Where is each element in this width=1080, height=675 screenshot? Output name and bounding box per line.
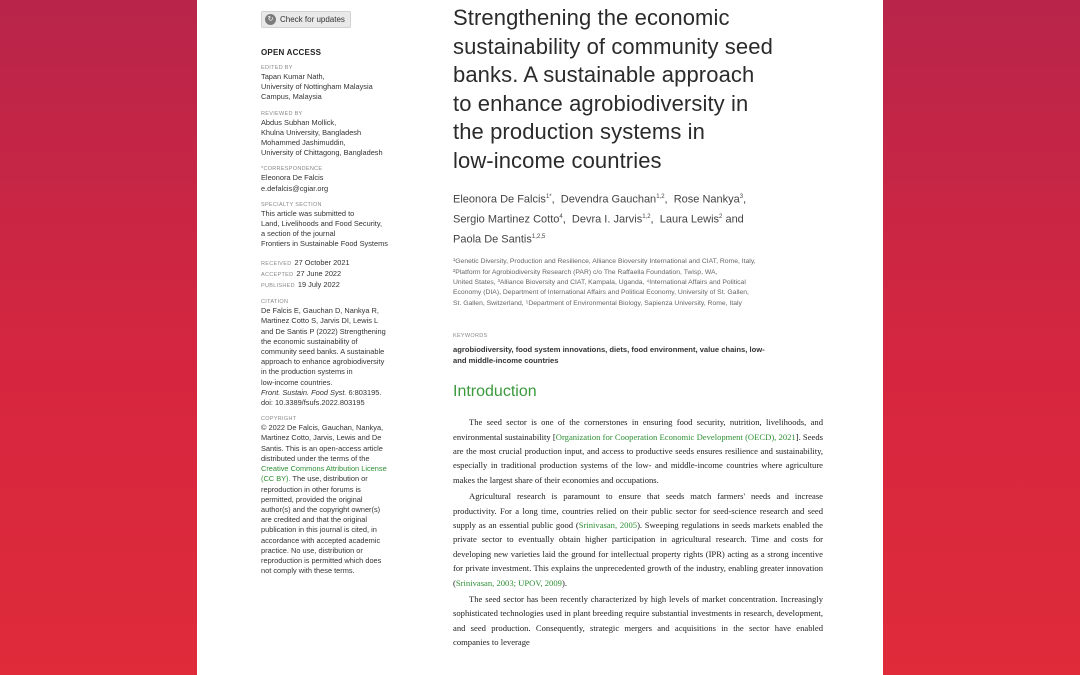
article-page bbox=[197, 0, 883, 675]
copyright-line: author(s) and the copyright owner(s) bbox=[261, 504, 381, 514]
specialty-section bbox=[261, 209, 411, 250]
author-affil-sup: 3 bbox=[739, 194, 744, 200]
copyright-line: Santis. This is an open-access article bbox=[261, 443, 383, 453]
copyright-label: COPYRIGHT bbox=[261, 416, 297, 423]
article-dates bbox=[261, 258, 411, 292]
author-affil-sup: 1,2,5 bbox=[531, 234, 546, 241]
copyright-line: publication in this journal is cited, in bbox=[261, 525, 377, 535]
citation-journal: Front. Sustain. Food Syst. bbox=[261, 387, 347, 397]
reference-link[interactable]: Srinivasan, 2003; UPOV, 2009 bbox=[455, 577, 562, 588]
published-label: PUBLISHED bbox=[261, 283, 295, 290]
copyright-line: accordance with accepted academic bbox=[261, 535, 381, 545]
received-date: 27 October 2021 bbox=[294, 257, 350, 267]
copyright-line: distributed under the terms of the bbox=[261, 453, 370, 463]
introduction-heading: Introduction bbox=[453, 383, 537, 401]
title-line: banks. A sustainable approach bbox=[453, 62, 755, 87]
paragraph-text: The seed sector is one of the cornerstones in ensuring food security, nutrition, livelihoods, and environmental sustainability [ bbox=[453, 417, 823, 442]
citation-line: the economic sustainability of bbox=[261, 336, 358, 346]
copyright-line: are credited and that the original bbox=[261, 515, 368, 525]
affiliations bbox=[453, 257, 823, 308]
copyright-line bbox=[261, 474, 411, 484]
article-title bbox=[453, 4, 823, 175]
author-name[interactable]: Devendra Gauchan bbox=[560, 193, 657, 206]
citation-volume: 6:803195. bbox=[346, 387, 382, 397]
title-line: sustainability of community seed bbox=[453, 33, 773, 59]
paragraph-text: ). Sweeping regulations in seeds markets enabled the private sector to eventually obtain higher participation in agricultural research. Time and costs for developing new varieties laid the ground for intellectual property rights (IPR) acting as a strong incentive for private investment. This explains the unprecedented growth of the industry, enabling greater innovation ( bbox=[453, 519, 823, 588]
reviewed-by-label: REVIEWED BY bbox=[261, 110, 303, 117]
citation-line: De Falcis E, Gauchan D, Nankya R, bbox=[261, 306, 379, 316]
reviewer-line: Abdus Subhan Mollick, bbox=[261, 117, 337, 127]
author-name[interactable]: Devra I. Jarvis bbox=[571, 213, 643, 226]
citation bbox=[261, 306, 411, 408]
citation-line: Martinez Cotto S, Jarvis DI, Lewis L bbox=[261, 316, 379, 326]
edited-by-label: EDITED BY bbox=[261, 65, 293, 71]
citation-line: low-income countries. bbox=[261, 377, 333, 387]
citation-line: community seed banks. A sustainable bbox=[261, 347, 385, 357]
received-label: RECEIVED bbox=[261, 260, 292, 267]
author-name[interactable]: Paola De Santis bbox=[453, 233, 532, 246]
author-affil-sup: 2 bbox=[719, 214, 723, 221]
copyright-text: The use, distribution or bbox=[290, 474, 368, 484]
title-line: the production systems in bbox=[453, 119, 705, 144]
correspondence-label: *CORRESPONDENCE bbox=[261, 166, 323, 173]
reference-link[interactable]: Organization for Cooperation Economic Development (OECD), 2021 bbox=[555, 431, 796, 442]
copyright-line: not comply with these terms. bbox=[261, 566, 355, 576]
specialty-line: a section of the journal bbox=[261, 229, 336, 239]
copyright-line: permitted, provided the original bbox=[261, 494, 363, 504]
author-name[interactable]: Rose Nankya bbox=[673, 193, 740, 206]
reviewer-line: Khulna University, Bangladesh bbox=[261, 127, 362, 137]
specialty-line: This article was submitted to bbox=[261, 208, 355, 218]
author-list: Eleonora De Falcis$^{1*}$, Devendra Gauchan$^{1,2}$, Rose Nankya$^3$, Sergio Martinez Cotto$^4$, Devra I. Jarvis$^{1,2}$, Laura Lewis$^2$ and Paola De Santis$^{1,2,5}$ bbox=[453, 193, 747, 246]
cc-license-link[interactable]: (CC BY). bbox=[261, 474, 291, 484]
body-paragraph bbox=[453, 592, 823, 650]
copyright bbox=[261, 423, 411, 576]
author-name[interactable]: Sergio Martinez Cotto bbox=[453, 213, 560, 226]
open-access-label: OPEN ACCESS bbox=[261, 48, 322, 57]
paragraph-text: Agricultural research is paramount to ensure that seeds match farmers' needs and increase productivity. For a long time, countries relied on their public sector for seed-science research and seed supply as an essential public good ( bbox=[453, 491, 823, 530]
citation-label: CITATION bbox=[261, 299, 289, 306]
affiliation-line: ²Platform for Agrobiodiversity Research (PAR) c/o The Raffaella Foundation, Twisp, WA, bbox=[453, 268, 718, 276]
received-date-row bbox=[261, 258, 411, 269]
affiliation-line: ¹Genetic Diversity, Production and Resilience, Alliance Bioversity International and CIAT, Rome, Italy, bbox=[453, 258, 756, 266]
affiliation-line: United States, ³Alliance Bioversity and CIAT, Kampala, Uganda, ⁴International Affairs and Political bbox=[453, 279, 746, 287]
author-name[interactable]: Laura Lewis bbox=[659, 213, 720, 226]
citation-line: in the production systems in bbox=[261, 367, 353, 377]
cc-license-link[interactable]: Creative Commons Attribution License bbox=[261, 464, 387, 474]
edited-by bbox=[261, 72, 411, 103]
copyright-line: Martinez Cotto, Jarvis, Lewis and De bbox=[261, 433, 382, 443]
accepted-label: ACCEPTED bbox=[261, 271, 294, 278]
check-for-updates-button[interactable] bbox=[261, 11, 351, 28]
citation-doi[interactable]: doi: 10.3389/fsufs.2022.803195 bbox=[261, 398, 365, 408]
paragraph-text: ]. Seeds are the most crucial production input, and access to productive seeds ensures resilience and sustainability, especially in traditional production systems of the low- and middle-income countries where agriculture makes the largest share of their economies and occupations. bbox=[453, 431, 823, 485]
published-date: 19 July 2022 bbox=[297, 280, 340, 290]
specialty-section-label: SPECIALTY SECTION bbox=[261, 201, 322, 208]
reference-link[interactable]: Srinivasan, 2005 bbox=[578, 519, 638, 530]
citation-line: and De Santis P (2022) Strengthening bbox=[261, 326, 386, 336]
check-for-updates-label: Check for updates bbox=[280, 15, 345, 24]
accepted-date: 27 June 2022 bbox=[296, 268, 342, 278]
keywords-line: and middle-income countries bbox=[453, 355, 559, 365]
author-affil-sup: 1* bbox=[545, 194, 552, 200]
author-affil-sup: 4 bbox=[559, 214, 563, 221]
article-sidebar bbox=[261, 8, 411, 576]
editor-line: University of Nottingham Malaysia bbox=[261, 82, 373, 92]
body-paragraph bbox=[453, 489, 823, 590]
reviewed-by bbox=[261, 118, 411, 159]
article-main bbox=[453, 4, 823, 652]
author-affil-sup: 1,2 bbox=[656, 194, 665, 200]
citation-journal-line bbox=[261, 388, 411, 398]
paragraph-text: The seed sector has been recently characterized by high levels of market concentration. Increasingly sophisticated technologies used in plant breeding require substantial investments in research, development, and seed production. Consequently, strategic mergers and acquisitions in the sector have enabled companies to leverage bbox=[453, 594, 823, 648]
title-line: Strengthening the economic bbox=[453, 5, 730, 30]
specialty-line: Land, Livelihoods and Food Security, bbox=[261, 219, 383, 229]
refresh-icon: ↻ bbox=[265, 14, 276, 25]
copyright-line: reproduction is permitted which does bbox=[261, 555, 382, 565]
copyright-line: © 2022 De Falcis, Gauchan, Nankya, bbox=[261, 423, 384, 433]
title-line: to enhance agrobiodiversity in bbox=[453, 90, 749, 116]
body-paragraph bbox=[453, 415, 823, 487]
author-name[interactable]: Eleonora De Falcis bbox=[453, 193, 546, 206]
correspondence-name: Eleonora De Falcis bbox=[261, 173, 324, 183]
keywords-label: KEYWORDS bbox=[453, 332, 488, 339]
editor-line: Campus, Malaysia bbox=[261, 92, 322, 102]
specialty-line: Frontiers in Sustainable Food Systems bbox=[261, 239, 388, 249]
copyright-line: practice. No use, distribution or bbox=[261, 545, 363, 555]
paragraph-text: ). bbox=[561, 577, 567, 588]
author-affil-sup: 1,2 bbox=[642, 214, 651, 221]
citation-line: approach to enhance agrobiodiversity bbox=[261, 357, 385, 367]
introduction-body bbox=[453, 415, 823, 650]
reviewer-line: Mohammed Jashimuddin, bbox=[261, 138, 346, 148]
reviewer-line: University of Chittagong, Bangladesh bbox=[261, 148, 383, 158]
editor-line: Tapan Kumar Nath, bbox=[261, 72, 325, 81]
accepted-date-row bbox=[261, 269, 411, 280]
affiliation-line: St. Gallen, Switzerland, ⁵Department of Environmental Biology, Sapienza University, Rome, Italy bbox=[453, 299, 742, 307]
correspondence bbox=[261, 173, 411, 193]
correspondence-email[interactable]: e.defalcis@cgiar.org bbox=[261, 183, 329, 193]
copyright-line: reproduction in other forums is bbox=[261, 484, 361, 494]
published-date-row bbox=[261, 280, 411, 291]
title-line: low-income countries bbox=[453, 147, 662, 173]
affiliation-line: Economy (DIA), Department of International Affairs and Political Economy, University of St. Gallen, bbox=[453, 289, 749, 297]
keywords-line: agrobiodiversity, food system innovations, diets, food environment, value chains, low- bbox=[453, 344, 765, 354]
keywords bbox=[453, 345, 823, 366]
